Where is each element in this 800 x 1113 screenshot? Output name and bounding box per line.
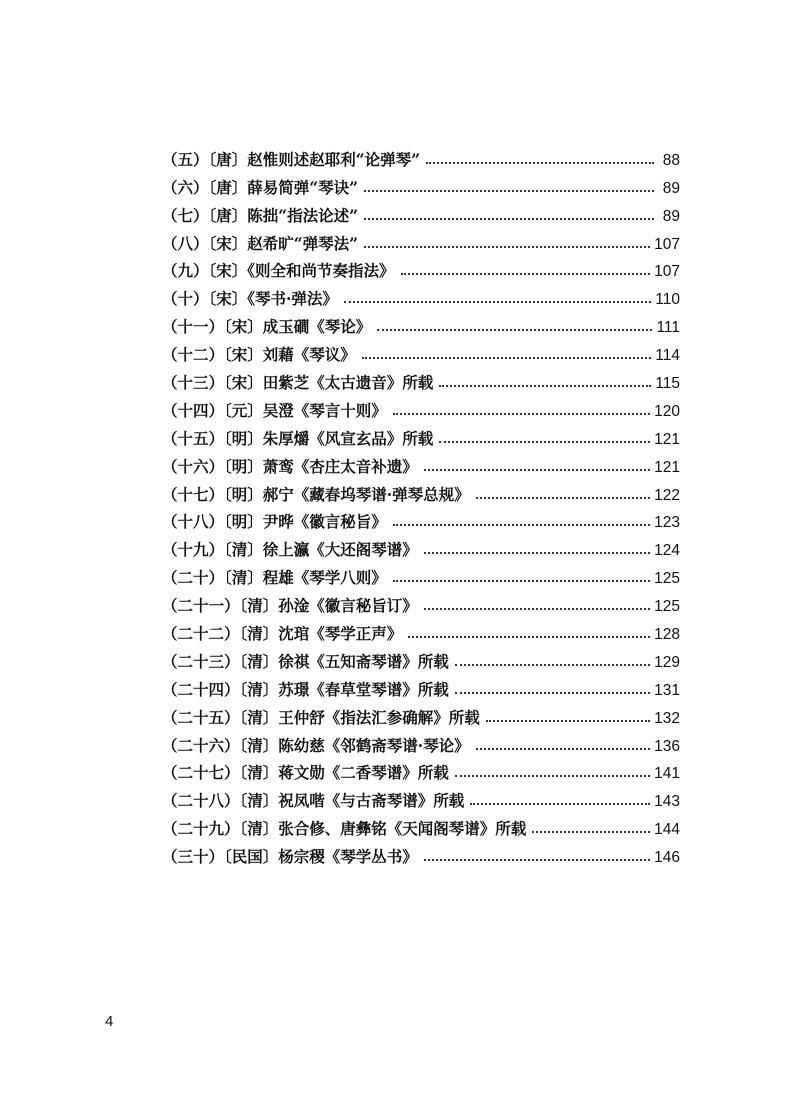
toc-entry-title: （二十七）〔清〕蒋文勋《二香琴谱》所载 (162, 763, 449, 783)
toc-entry-page-number: 146 (654, 849, 680, 867)
toc-entry[interactable] (162, 199, 680, 227)
page-number: 4 (105, 1013, 114, 1030)
toc-entry-page-number: 107 (654, 235, 680, 253)
toc-entry-page-number: 143 (654, 793, 680, 811)
toc-entry-title: （十一）〔宋〕成玉磵《琴论》 (162, 317, 372, 337)
toc-entry-title: （十九）〔清〕徐上瀛《大还阁琴谱》 (162, 540, 418, 560)
toc-entry[interactable] (162, 701, 680, 729)
toc-entry-page-number: 120 (654, 402, 680, 420)
toc-entry[interactable] (162, 589, 680, 617)
toc-entry-title: （十三）〔宋〕田紫芝《太古遗音》所载 (162, 373, 434, 393)
toc-entry-page-number: 136 (654, 737, 680, 755)
toc-entry-title: （十六）〔明〕萧鸾《杏庄太音补遗》 (162, 456, 418, 476)
toc-entry-page-number: 88 (662, 151, 680, 169)
toc-entry[interactable] (162, 394, 680, 422)
toc-entry[interactable] (162, 729, 680, 757)
dot-leader (424, 859, 650, 861)
toc-entry-page-number: 125 (654, 598, 680, 616)
dot-leader (364, 218, 654, 220)
dot-leader (408, 636, 650, 638)
toc-entry-title: （十二）〔宋〕刘藉《琴议》 (162, 345, 356, 365)
toc-entry-page-number: 111 (656, 319, 680, 337)
toc-entry-page-number: 122 (654, 486, 680, 504)
toc-entry-title: （二十九）〔清〕张合修、唐彝铭《天闻阁琴谱》所载 (162, 819, 527, 839)
toc-entry-title: （五）〔唐〕赵惟则述赵耶利“论弹琴” (162, 149, 421, 169)
toc-entry[interactable] (162, 478, 680, 506)
dot-leader (476, 748, 650, 750)
toc-entry-page-number: 132 (654, 709, 680, 727)
toc-entry[interactable] (162, 227, 680, 255)
dot-leader (439, 385, 651, 387)
toc-entry-page-number: 110 (655, 291, 680, 309)
toc-entry[interactable] (162, 143, 680, 171)
dot-leader (377, 329, 652, 331)
toc-entry[interactable] (162, 255, 680, 283)
toc-entry[interactable] (162, 673, 680, 701)
toc-entry-page-number: 123 (654, 514, 680, 532)
toc-entry-title: （二十五）〔清〕王仲舒《指法汇参确解》所载 (162, 707, 480, 727)
toc-entry[interactable] (162, 171, 680, 199)
toc-entry-page-number: 115 (655, 375, 680, 393)
toc-entry[interactable] (162, 366, 680, 394)
toc-entry-page-number: 107 (654, 263, 680, 281)
toc-entry[interactable] (162, 561, 680, 589)
toc-entry-title: （九）〔宋〕《则全和尚节奏指法》 (162, 261, 395, 281)
dot-leader (424, 469, 650, 471)
dot-leader (424, 552, 650, 554)
dot-leader (393, 524, 650, 526)
toc-entry[interactable] (162, 812, 680, 840)
toc-entry-page-number: 144 (654, 821, 680, 839)
toc-entry[interactable] (162, 310, 680, 338)
toc-entry-title: （二十三）〔清〕徐祺《五知斋琴谱》所载 (162, 651, 449, 671)
toc-entry-title: （二十二）〔清〕沈琯《琴学正声》 (162, 624, 403, 644)
dot-leader (532, 831, 650, 833)
toc-entry-title: （十八）〔明〕尹晔《徽言秘旨》 (162, 512, 387, 532)
toc-entry-page-number: 128 (654, 626, 680, 644)
toc-entry-title: （八）〔宋〕赵希旷“弹琴法” (162, 233, 359, 253)
toc-entry-page-number: 124 (654, 542, 680, 560)
toc-entry[interactable] (162, 282, 680, 310)
toc-entry-title: （二十）〔清〕程雄《琴学八则》 (162, 568, 387, 588)
toc-entry[interactable] (162, 617, 680, 645)
toc-entry-page-number: 114 (655, 347, 680, 365)
toc-entry-page-number: 125 (654, 570, 680, 588)
toc-entry-page-number: 89 (662, 207, 680, 225)
dot-leader (424, 608, 650, 610)
toc-entry-title: （六）〔唐〕薛易简弹“琴诀” (162, 177, 359, 197)
toc-entry-title: （七）〔唐〕陈拙“指法论述” (162, 205, 359, 225)
toc-entry-title: （二十六）〔清〕陈幼慈《邻鹤斋琴谱·琴论》 (162, 735, 470, 755)
dot-leader (393, 413, 650, 415)
dot-leader (393, 580, 650, 582)
toc-entry[interactable] (162, 450, 680, 478)
table-of-contents (162, 143, 680, 868)
toc-entry-page-number: 131 (654, 681, 680, 699)
toc-entry-title: （二十八）〔清〕祝凤喈《与古斋琴谱》所载 (162, 791, 465, 811)
toc-entry[interactable] (162, 338, 680, 366)
toc-entry[interactable] (162, 757, 680, 785)
toc-entry-page-number: 121 (654, 458, 680, 476)
dot-leader (470, 803, 650, 805)
toc-entry-title: （三十）〔民国〕杨宗稷《琴学丛书》 (162, 847, 418, 867)
dot-leader (362, 357, 652, 359)
toc-entry-page-number: 121 (654, 430, 680, 448)
toc-entry-page-number: 89 (662, 179, 680, 197)
dot-leader (476, 497, 650, 499)
dot-leader (455, 664, 650, 666)
dot-leader (364, 190, 654, 192)
toc-entry[interactable] (162, 533, 680, 561)
dot-leader (426, 162, 654, 164)
toc-entry[interactable] (162, 422, 680, 450)
dot-leader (401, 273, 651, 275)
dot-leader (486, 720, 650, 722)
dot-leader (364, 246, 650, 248)
toc-entry[interactable] (162, 840, 680, 868)
toc-entry[interactable] (162, 784, 680, 812)
dot-leader (455, 775, 650, 777)
dot-leader (439, 441, 650, 443)
toc-entry-title: （二十一）〔清〕孙淦《徽言秘旨订》 (162, 596, 418, 616)
toc-entry-title: （十七）〔明〕郝宁《藏春坞琴谱·弹琴总规》 (162, 484, 470, 504)
toc-entry[interactable] (162, 506, 680, 534)
toc-entry-page-number: 141 (654, 765, 680, 783)
toc-entry-title: （十）〔宋〕《琴书·弹法》 (162, 289, 338, 309)
toc-entry[interactable] (162, 645, 680, 673)
toc-entry-title: （十五）〔明〕朱厚爝《风宣玄品》所载 (162, 428, 434, 448)
dot-leader (455, 692, 650, 694)
toc-entry-title: （十四）〔元〕吴澄《琴言十则》 (162, 400, 387, 420)
toc-entry-title: （二十四）〔清〕苏璟《春草堂琴谱》所载 (162, 679, 449, 699)
toc-entry-page-number: 129 (654, 653, 680, 671)
dot-leader (344, 301, 651, 303)
